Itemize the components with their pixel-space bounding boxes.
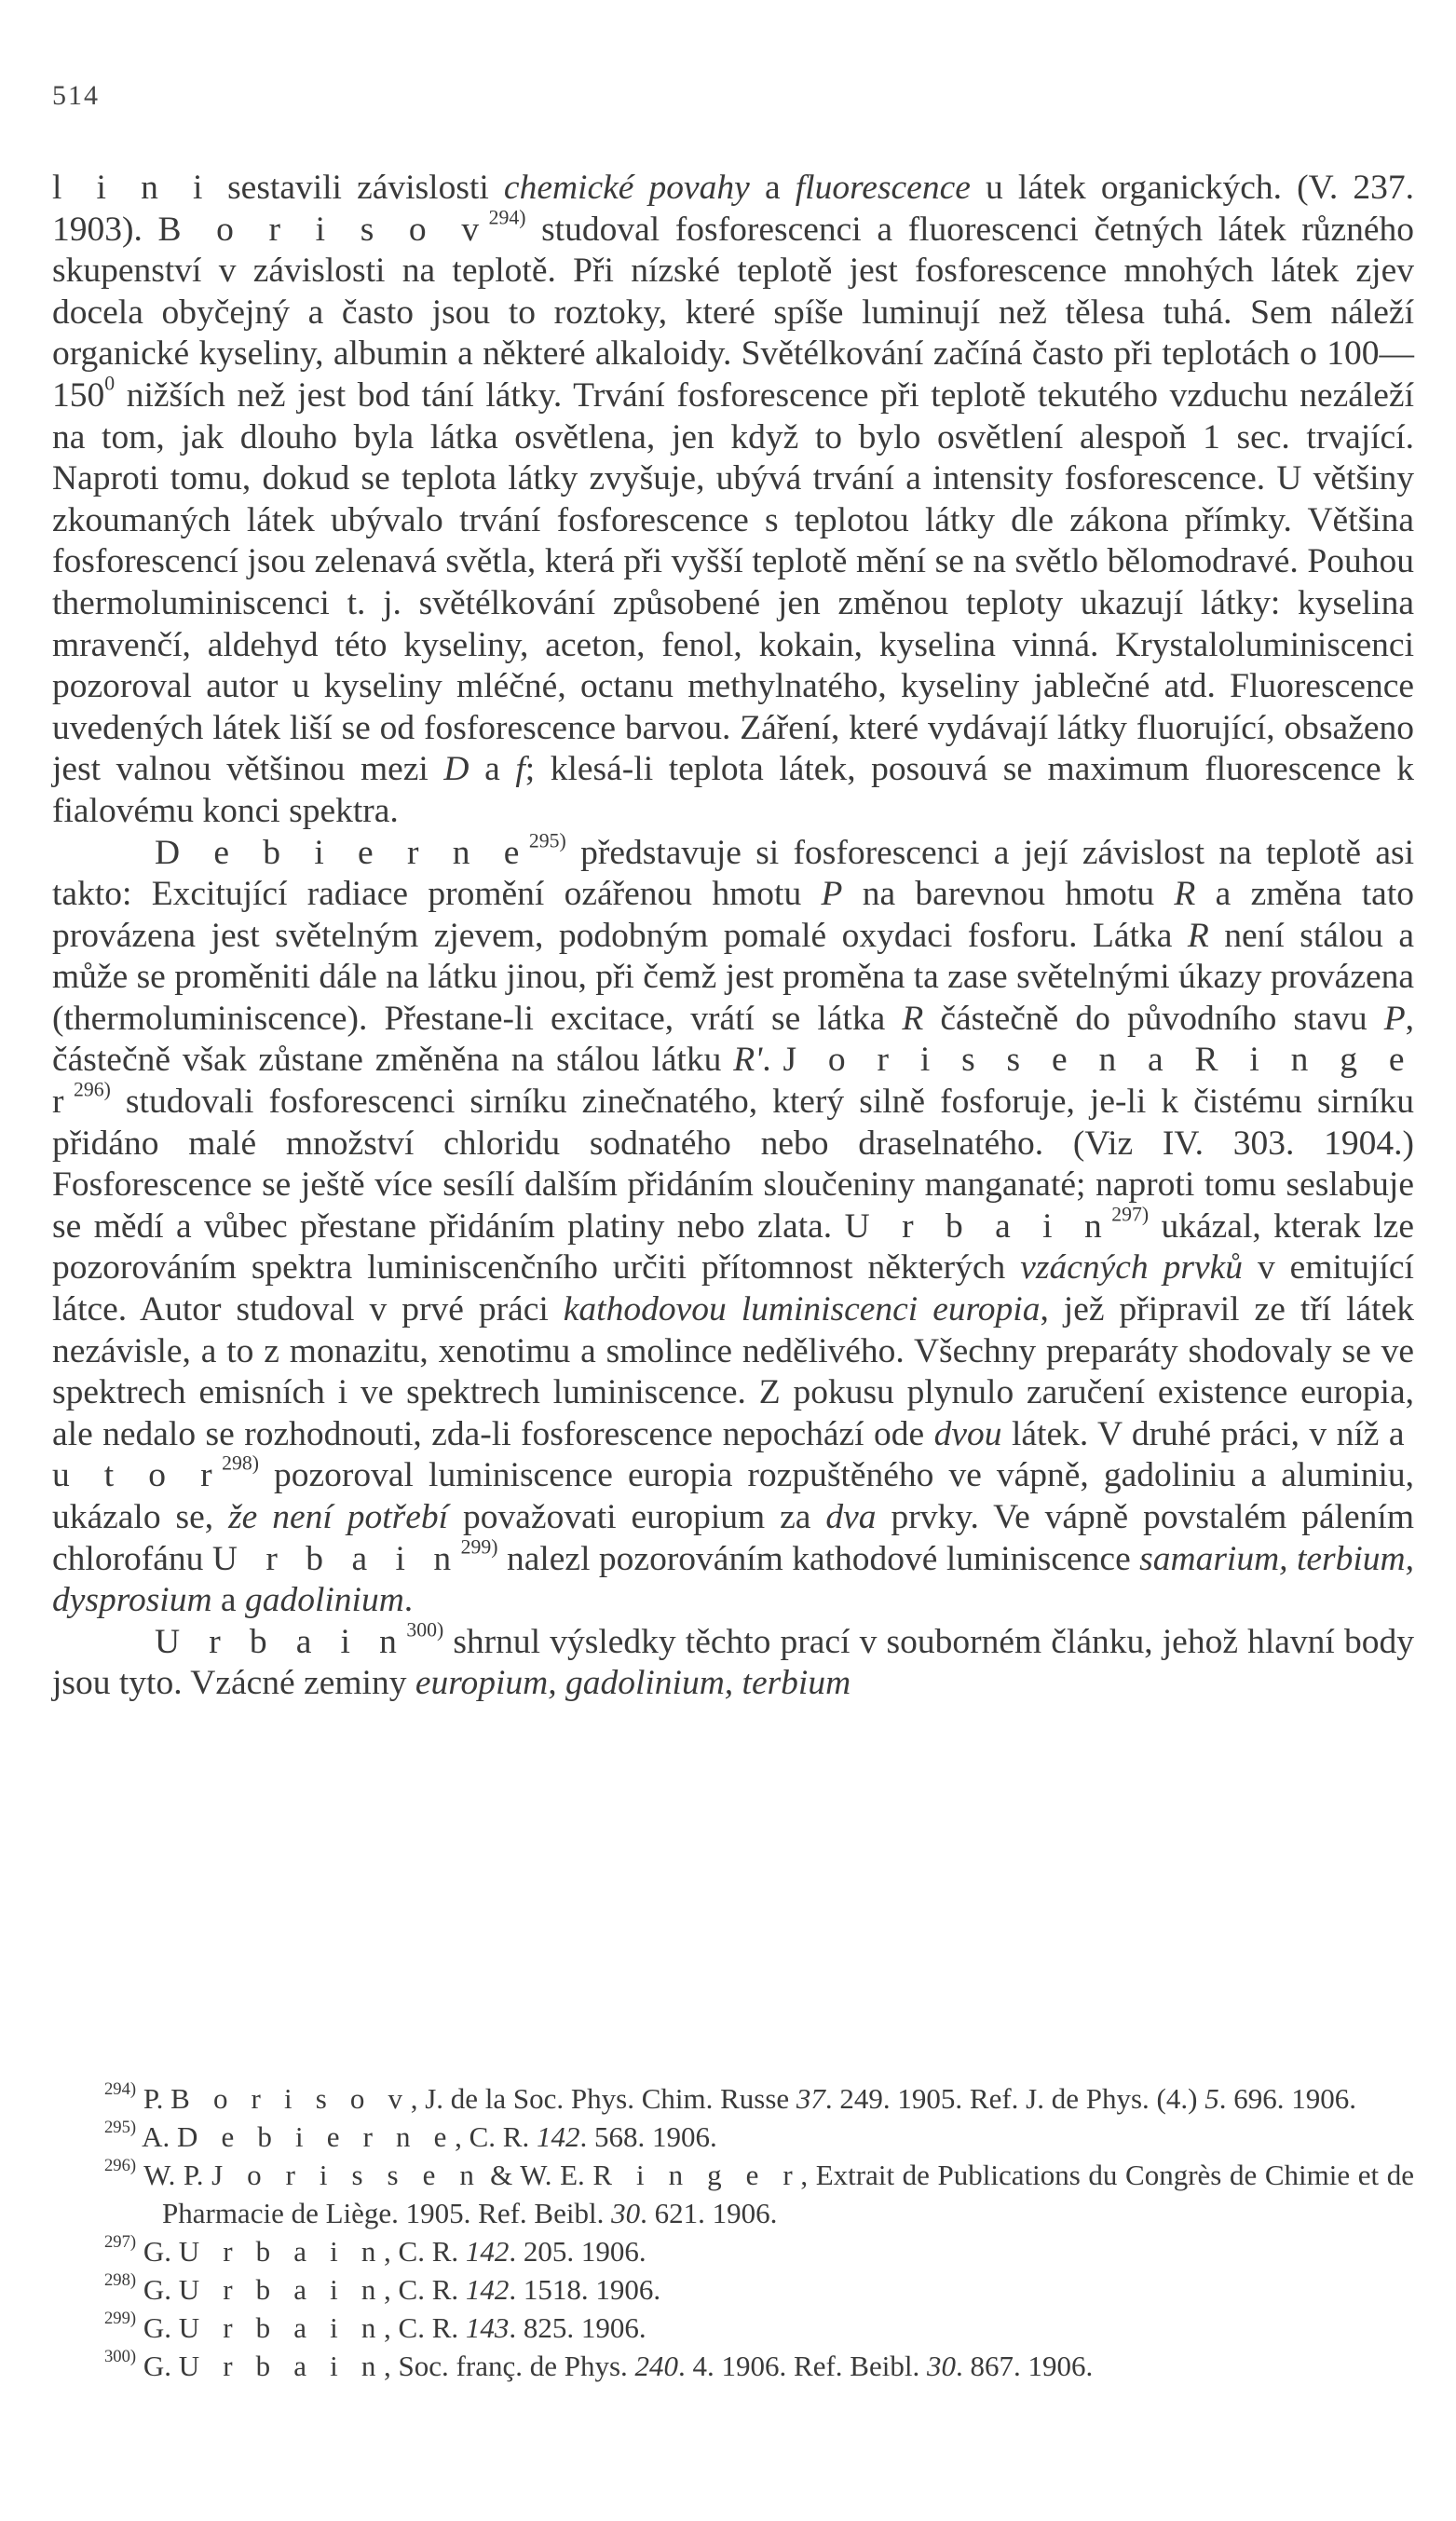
footnotes — [52, 2079, 1414, 2385]
italic-text: chemické povahy — [503, 169, 750, 207]
text-run: G. — [136, 2235, 179, 2268]
spaced-name: J o r i s s e n — [211, 2159, 483, 2191]
text-run: u látek organických. (V. 237. 1903). — [52, 169, 1414, 249]
footnote — [52, 2232, 1414, 2270]
italic-text: že není potřebí — [228, 1498, 449, 1536]
text-run: A. — [136, 2120, 178, 2153]
text-run: v emitující látce. Autor studoval v prvé práci — [52, 1248, 1414, 1329]
text-run: . 568. 1906. — [579, 2120, 717, 2153]
footnote-marker: 299) — [460, 1535, 498, 1559]
text-run: částečně do původního stavu — [923, 999, 1384, 1038]
italic-text: samarium, terbium, dysprosium — [52, 1539, 1414, 1620]
spaced-name: B o r i s o v — [157, 210, 489, 249]
spaced-name: U r b a i n — [178, 2235, 385, 2268]
italic-text: 142 — [536, 2120, 580, 2153]
footnote — [52, 2347, 1414, 2385]
italic-text: 30 — [926, 2350, 956, 2382]
text-run: . 1518. 1906. — [509, 2273, 661, 2306]
text-run: shrnul výsledky těchto prací v souborném článku, jehož hlavní body jsou tyto. Vzácné zeminy — [52, 1622, 1414, 1703]
footnote-marker: 294) — [488, 206, 526, 229]
footnote-marker: 296) — [74, 1078, 111, 1101]
footnote — [52, 2118, 1414, 2156]
italic-text: 142 — [465, 2273, 510, 2306]
footnote-marker: 298) — [222, 1452, 259, 1476]
text-run: studoval fosforescenci a fluorescenci četných látek různého skupenství v závislosti na teplotě. Při nízské teplotě jest fosforescence mnohých látek zjev docela obyčejný a často jsou to roztoky, které spíše luminují než tělesa tuhá. Sem náleží organické kyseliny, albumin a některé alkaloidy. Světélkování začíná často při teplotách o 100—150 — [52, 210, 1414, 415]
text-run: , C. R. — [384, 2311, 466, 2344]
spaced-name: a u t o r — [52, 1414, 1414, 1495]
text-run: , částečně však zůstane změněna na stálou látku — [52, 999, 1415, 1080]
italic-text: R — [1174, 875, 1196, 914]
footnote-marker: 295) — [104, 2118, 137, 2138]
italic-text: 240 — [634, 2350, 679, 2382]
text-run: ; klesá-li teplota látek, posouvá se maximum fluorescence k fialovému konci spektra. — [52, 750, 1414, 830]
paragraph — [52, 1618, 1414, 1705]
spaced-name: U r b a i n — [178, 2350, 385, 2382]
spaced-name: U r b a i n — [844, 1206, 1112, 1246]
spaced-name: U r b a i n — [155, 1622, 407, 1661]
page-number: 514 — [52, 80, 100, 111]
italic-text: P — [1383, 999, 1406, 1038]
spaced-name: U r b a i n — [211, 1539, 461, 1578]
text-run: , Extrait de Publications du Congrès de Chimie et de Pharmacie de Liège. 1905. Ref. Beibl. — [162, 2159, 1414, 2229]
italic-text: europium, gadolinium, terbium — [415, 1664, 851, 1703]
paragraph — [52, 168, 1414, 833]
text-run: považovati europium za — [448, 1498, 826, 1536]
text-run: . 825. 1906. — [509, 2311, 646, 2344]
footnote — [52, 2270, 1414, 2309]
italic-text: dva — [825, 1498, 877, 1536]
text-run: a — [211, 1581, 245, 1620]
body-text — [52, 168, 1414, 1705]
italic-text: fluorescence — [795, 169, 971, 207]
spaced-name: D e b i e r n e — [177, 2120, 456, 2153]
italic-text: 30 — [611, 2197, 641, 2229]
italic-text: kathodovou luminiscenci europia — [563, 1290, 1041, 1329]
text-run: . 205. 1906. — [509, 2235, 646, 2268]
text-run: W. P. — [136, 2159, 212, 2191]
text-run: . 621. 1906. — [640, 2197, 778, 2229]
text-run: látek. V druhé práci, v níž — [1001, 1414, 1389, 1453]
text-run: . 249. 1905. Ref. J. de Phys. (4.) — [824, 2082, 1205, 2115]
italic-text: 5 — [1204, 2082, 1219, 2115]
text-run: studovali fosforescenci sirníku zinečnatého, který silně fosforuje, je-li k čistému sirníku přidáno malé množství chloridu sodnatého nebo draselnatého. (Viz IV. 303. 1904.) Fosforescence se ještě více sesílí dalším přidáním sloučeniny manganaté; naproti tomu seslabuje se mědí a vůbec přestane přidáním platiny nebo zlata. — [52, 1083, 1414, 1246]
italic-text: R' — [733, 1041, 763, 1080]
text-run: P. — [136, 2082, 171, 2115]
footnote-marker: 299) — [104, 2309, 137, 2329]
text-run: a — [469, 750, 516, 789]
text-run: G. — [136, 2311, 179, 2344]
footnote-marker: 297) — [104, 2232, 137, 2253]
italic-text: D — [443, 750, 469, 789]
text-run: není stálou a může se proměniti dále na látku jinou, při čemž jest proměna ta zase světelnými úkazy provázena (thermoluminiscence). Přestane-li excitace, vrátí se látka — [52, 916, 1414, 1038]
text-run: pozoroval luminiscence europia rozpuštěného ve vápně, gadoliniu a aluminiu, ukázalo se, — [52, 1456, 1414, 1536]
text-run: , C. R. — [384, 2235, 466, 2268]
italic-text: P — [821, 875, 843, 914]
text-run: . 696. 1906. — [1218, 2082, 1356, 2115]
spaced-name: U r b a i n — [178, 2273, 385, 2306]
text-run: . — [762, 1041, 783, 1080]
text-run: , jež připravil ze tří látek nezávisle, a to z monazitu, xenotimu a smolince nedělivého. Všechny preparáty shodovaly se ve spektrech emisních i ve spektrech luminiscence. Z pokusu plynulo zaručení existence europia, ale nedalo se rozhodnouti, zda-li fosforescence nepochází ode — [52, 1290, 1414, 1453]
spaced-name: J o r i s s e n a R i n g e r — [52, 1041, 1414, 1122]
text-run: nalezl pozorováním kathodové luminiscence — [497, 1539, 1140, 1578]
spaced-name: R i n g e r — [592, 2159, 801, 2191]
footnote-marker: 298) — [104, 2270, 137, 2291]
spaced-name: U r b a i n — [178, 2311, 385, 2344]
footnote-marker: 297) — [1111, 1203, 1150, 1226]
text-run: G. — [136, 2350, 179, 2382]
footnote-marker: 296) — [104, 2156, 137, 2176]
spaced-name: l i n i — [52, 169, 212, 207]
text-run: , Soc. franç. de Phys. — [384, 2350, 635, 2382]
text-run: ukázal, kterak lze pozorováním spektra luminiscenčního určiti přítomnost některých — [52, 1206, 1414, 1288]
footnote-marker: 295) — [528, 829, 566, 852]
footnote — [52, 2156, 1414, 2232]
text-run: sestavili závislosti — [211, 169, 504, 207]
italic-text: 143 — [465, 2311, 510, 2344]
footnote — [52, 2309, 1414, 2347]
italic-text: vzácných prvků — [1020, 1248, 1244, 1288]
spaced-name: B o r i s o v — [170, 2082, 411, 2115]
text-run: a — [749, 169, 796, 207]
text-run: G. — [136, 2273, 179, 2306]
text-run: a změna tato provázena jest světelným zjevem, podobným pomalé oxydaci fosforu. Látka — [52, 875, 1414, 955]
spaced-name: D e b i e r n e — [155, 833, 529, 872]
italic-text: 142 — [465, 2235, 510, 2268]
text-run: představuje si fosforescenci a její závislost na teplotě asi takto: Excitující radiace promění ozářenou hmotu — [52, 833, 1414, 914]
text-run: na barevnou hmotu — [842, 875, 1175, 914]
footnote — [52, 2079, 1414, 2118]
text-run: & W. E. — [482, 2159, 593, 2191]
italic-text: f — [515, 750, 525, 789]
footnote-marker: 300) — [104, 2347, 137, 2367]
text-run: . 867. 1906. — [955, 2350, 1094, 2382]
text-run: nižších než jest bod tání látky. Trvání fosforescence při teplotě tekutého vzduchu nezáleží na tom, jak dlouho byla látka osvětlena, jen když to bylo osvětlení alespoň 1 sec. trvající. Naproti tomu, dokud se teplota látky zvyšuje, ubývá trvání a intensity fosforescence. U většiny zkoumaných látek ubývalo trvání fosforescence s teplotou látky dle zákona přímky. Většina fosforescencí jsou zelenavá světla, která při vyšší teplotě mění se na světlo bělomodravé. Pouhou thermoluminiscenci t. j. světélkování způsobené jen změnou teploty ukazují látky: kyselina mravenčí, aldehyd této kyseliny, aceton, fenol, kokain, kyselina vinná. Krystaloluminiscenci pozoroval autor u kyseliny mléčné, octanu methylnatého, kyseliny jablečné atd. Fluorescence uvedených látek liší se od fosforescence barvou. Záření, které vydávají látky fluorující, obsaženo jest valnou většinou mezi — [52, 375, 1414, 789]
italic-text: R — [1187, 916, 1209, 955]
text-run: , C. R. — [455, 2120, 537, 2153]
text-run: . — [403, 1581, 414, 1620]
footnote-marker: 294) — [104, 2079, 137, 2100]
paragraph — [52, 829, 1415, 1622]
text-run: , C. R. — [384, 2273, 466, 2306]
text-run: prvky. Ve vápně povstalém pálením chlorofánu — [52, 1498, 1414, 1578]
footnote-marker: 0 — [104, 372, 116, 395]
italic-text: dvou — [933, 1414, 1002, 1453]
italic-text: 37 — [796, 2082, 825, 2115]
text-run: , J. de la Soc. Phys. Chim. Russe — [410, 2082, 796, 2115]
footnote-marker: 300) — [406, 1618, 444, 1642]
italic-text: gadolinium — [244, 1581, 404, 1620]
italic-text: R — [902, 999, 924, 1038]
text-run: . 4. 1906. Ref. Beibl. — [678, 2350, 927, 2382]
